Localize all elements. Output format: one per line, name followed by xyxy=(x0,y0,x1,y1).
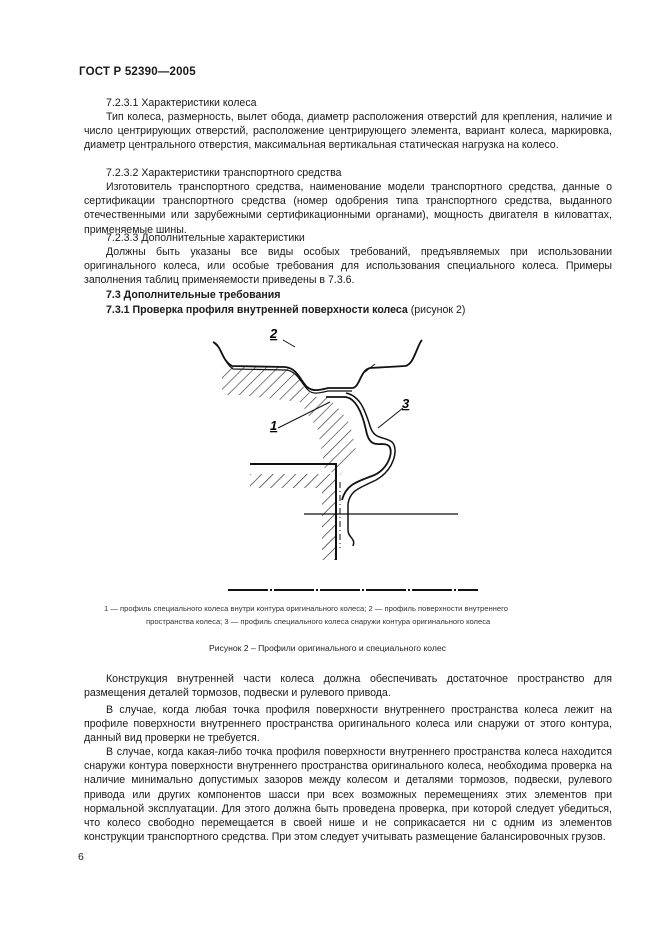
section-7-2-3-2-text: Изготовитель транспортного средства, наименование модели транспортного средства, данные о сертификации транспортного средства (номер одобрения типа транспортного средства, выданного отечественными или зарубежными сертификационными органами), мощность двигателя в киловаттах, применяемые шины. xyxy=(84,181,612,236)
body-paragraph-1: Конструкция внутренней части колеса должна обеспечивать достаточное пространство для размещения деталей тормозов, подвески и рулевого привода. xyxy=(84,673,612,700)
figure-caption xyxy=(104,603,574,628)
label-3: 3 xyxy=(402,396,410,411)
upper-hatch-region xyxy=(222,367,357,475)
section-7-3-1-figure-ref: (рисунок 2) xyxy=(407,304,466,316)
section-7-3-heading: 7.3 Дополнительные требования xyxy=(106,289,281,301)
document-header: ГОСТ Р 52390—2005 xyxy=(79,66,196,78)
leader-3 xyxy=(378,408,403,428)
figure-caption-line-2: пространства колеса; 3 — профиль специального колеса снаружи контура оригинального колеса xyxy=(146,616,491,626)
body-paragraph-2: В случае, когда любая точка профиля поверхности внутреннего пространства колеса лежит на профиле поверхности внутреннего пространства оригинального колеса или снаружи от этого контура, данный вид проверки не требуется. xyxy=(84,704,612,745)
section-7-2-3-1-text: Тип колеса, размерность, вылет обода, диаметр расположения отверстий для крепления, наличие и число центрирующих отверстий, расположение центрирующего элемента, вариант колеса, маркировка, диаметр центрального отверстия, максимальная вертикальная статическая нагрузка на колесо. xyxy=(84,111,612,152)
section-7-2-3-3-text: Должны быть указаны все виды особых требований, предъявляемых при использовании оригинального колеса, или особые требования для использования специального колеса. Примеры заполнения таблиц применяемости приведены в 7.3.6. xyxy=(84,246,612,287)
figure-title: Рисунок 2 – Профили оригинального и специального колес xyxy=(209,643,446,653)
vertical-block-hatch xyxy=(322,488,336,560)
page-number: 6 xyxy=(78,851,84,863)
section-7-2-3-1-heading: 7.2.3.1 Характеристики колеса xyxy=(106,97,257,109)
body-paragraph-3: В случае, когда какая-либо точка профиля поверхности внутреннего пространства колеса находится снаружи контура поверхности внутреннего пространства оригинального колеса, необходима проверка на наличие минимально допустимых зазоров между колесом и деталями тормозов, подвески, рулевого привода или других компонентов шасси при всех возможных перемещениях этих элементов при нормальной эксплуатации. Для этого должна быть проведена проверка, при которой следует убедиться, что колесо свободно перемещается в своей нише и не соприкасается ни с одним из элементов конструкции транспортного средства. При этом следует учитывать размещение балансировочных грузов. xyxy=(84,746,612,844)
figure-caption-line-1: 1 — профиль специального колеса внутри контура оригинального колеса; 2 — профиль поверхности внутреннего xyxy=(104,604,508,613)
profile-3-line xyxy=(346,393,395,546)
label-2: 2 xyxy=(270,326,278,341)
label-1: 1 xyxy=(270,418,278,433)
leader-2 xyxy=(283,340,295,347)
lower-block-hatch xyxy=(250,474,336,488)
section-7-2-3-2-heading: 7.2.3.2 Характеристики транспортного средства xyxy=(106,167,342,179)
section-7-3-1-title: 7.3.1 Проверка профиля внутренней поверхности колеса xyxy=(106,304,408,316)
section-7-2-3-3-heading: 7.2.3.3 Дополнительные характеристики xyxy=(106,232,305,244)
